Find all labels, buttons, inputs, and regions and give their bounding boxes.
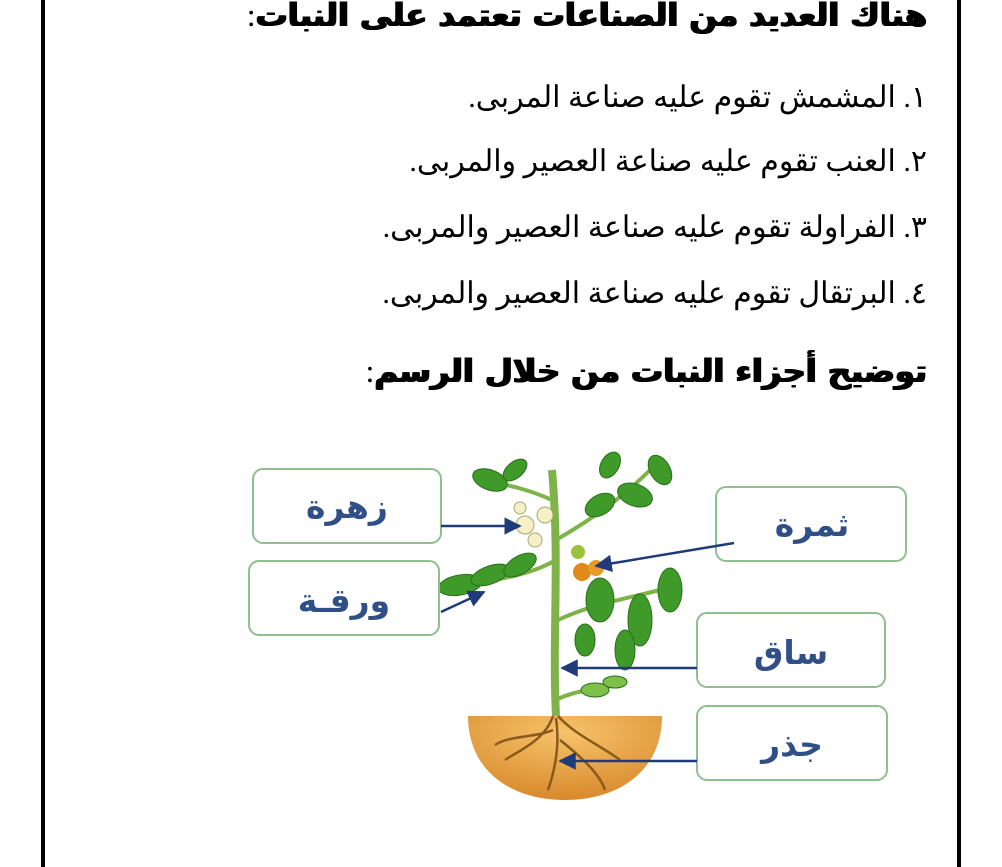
label-root: جذر [761, 725, 823, 764]
heading-industries-colon: : [246, 0, 256, 33]
arrow-fruit [596, 543, 734, 566]
soil-shape [468, 716, 662, 800]
flowers-drawing [514, 502, 553, 547]
stem-drawing [552, 470, 556, 716]
list-item-4: ٤. البرتقال تقوم عليه صناعة العصير والمربى. [382, 277, 927, 310]
label-leaf: ورقـة [297, 581, 391, 620]
list-item-1: ١. المشمش تقوم عليه صناعة المربى. [468, 81, 927, 114]
list-item-3: ٣. الفراولة تقوم عليه صناعة العصير والمربى. [382, 211, 927, 244]
heading-industries-text: هناك العديد من الصناعات تعتمد على النبات [255, 0, 927, 34]
heading-plant-parts-text: توضيح أجزاء النبات من خلال الرسم [374, 352, 927, 390]
fruit-drawing [571, 545, 604, 581]
list-item-2: ٢. العنب تقوم عليه صناعة العصير والمربى. [409, 145, 927, 178]
label-flower: زهرة [306, 487, 388, 526]
heading-plant-parts-colon: : [365, 353, 375, 389]
label-stem: ساق [753, 633, 829, 672]
label-fruit: ثمرة [774, 505, 850, 544]
